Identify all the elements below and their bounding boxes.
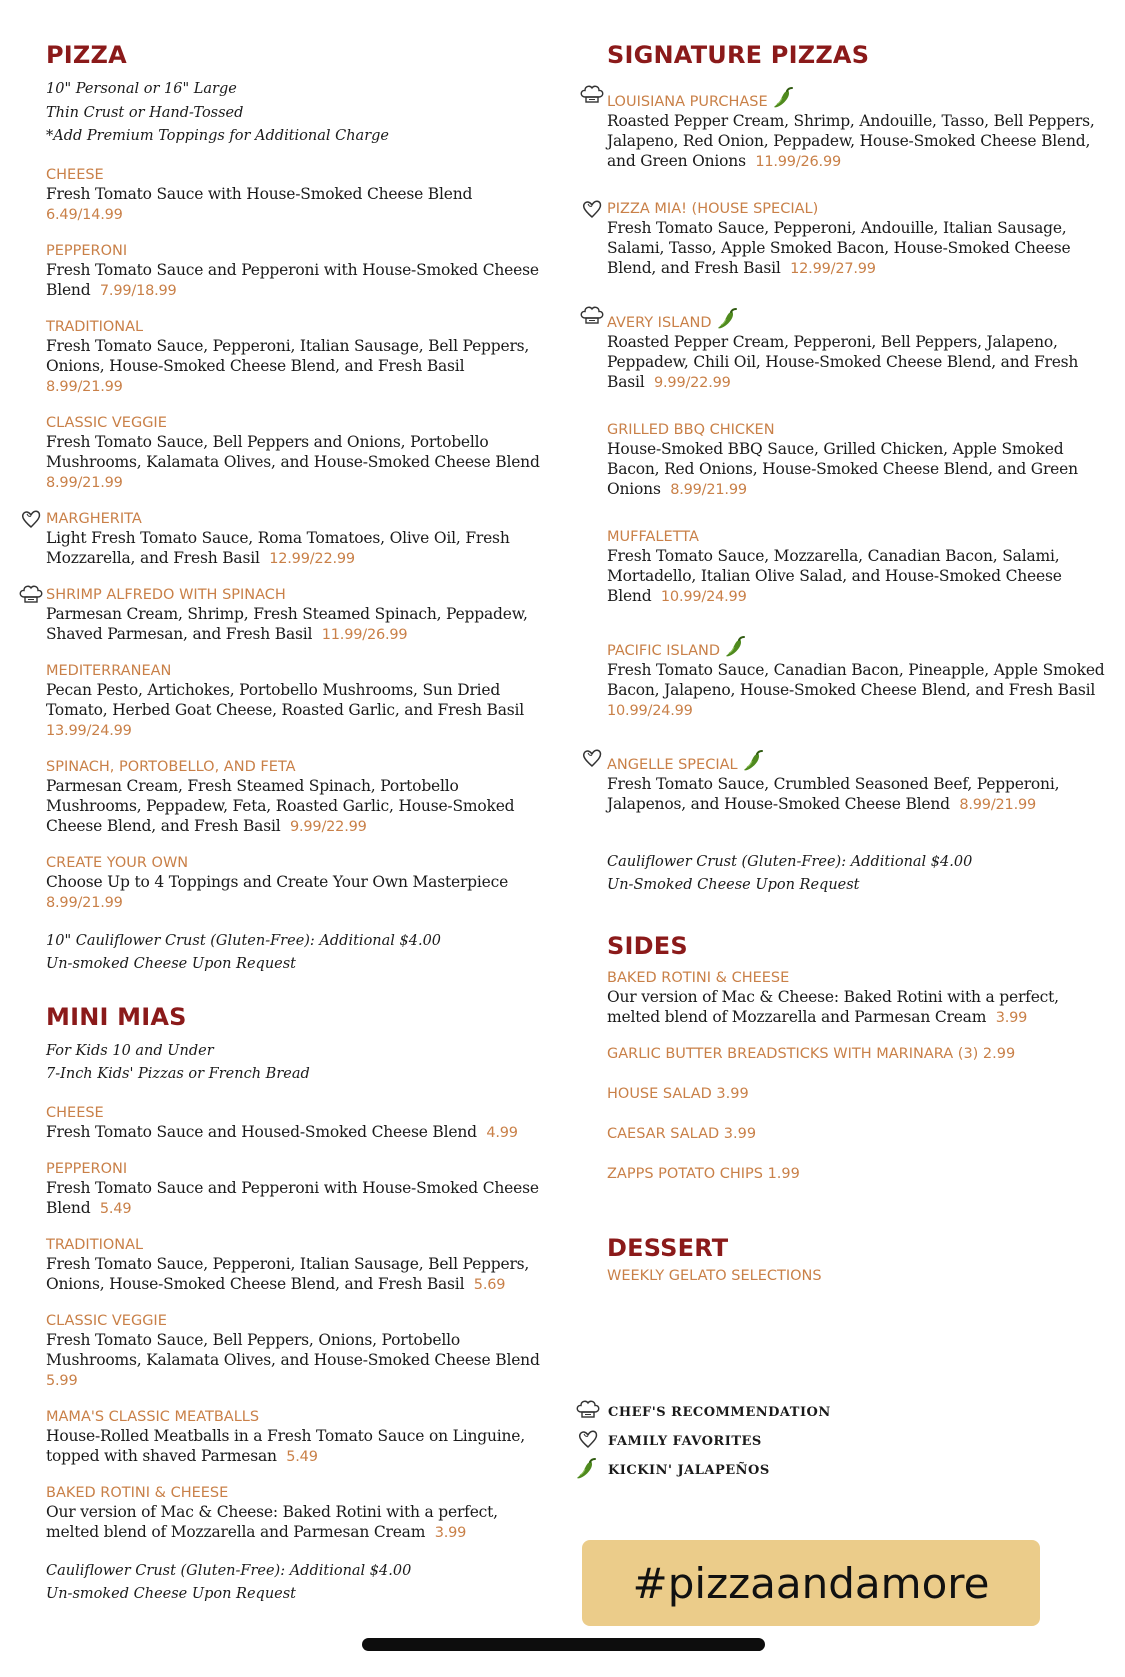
legend-family: [575, 1427, 831, 1456]
item-name: [46, 1312, 546, 1330]
item-description: [46, 872, 546, 913]
pizza-items: [46, 166, 546, 913]
item-desc-text: Our version of Mac & Cheese: Baked Rotini with a perfect, melted blend of Mozzarella and Parmesan Cream: [46, 1502, 498, 1541]
left-column: [46, 40, 546, 1606]
item-desc-text: Fresh Tomato Sauce, Pepperoni, Andouille, Italian Sausage, Salami, Tasso, Apple Smoked Bacon, House-Smoked Cheese Blend, and Fresh Basil: [607, 219, 1071, 277]
item-description: [46, 1330, 546, 1391]
menu-item: [46, 1104, 546, 1143]
item-name: [46, 414, 546, 432]
item-price: 8.99/21.99: [670, 482, 747, 498]
menu-item: [46, 510, 546, 569]
right-column: [607, 40, 1107, 1285]
chef-hat-icon: [579, 305, 605, 327]
menu-item: [46, 1312, 546, 1391]
chef-hat-icon: [575, 1399, 601, 1421]
item-description: [607, 660, 1107, 721]
item-name-text: CLASSIC VEGGIE: [46, 414, 167, 431]
pizza-section: [46, 40, 546, 976]
item-name: [607, 307, 1107, 332]
item-price: 12.99/22.99: [269, 550, 355, 567]
jalapeno-icon: [724, 635, 746, 659]
item-desc-text: Fresh Tomato Sauce with House-Smoked Cheese Blend: [46, 184, 473, 203]
item-desc-text: Pecan Pesto, Artichokes, Portobello Mushrooms, Sun Dried Tomato, Herbed Goat Cheese, Roasted Garlic, and Fresh Basil: [46, 680, 525, 719]
item-price: 11.99/26.99: [755, 154, 842, 170]
item-name-text: TRADITIONAL: [46, 1236, 144, 1253]
item-description: [46, 1254, 546, 1295]
item-desc-text: Fresh Tomato Sauce, Mozzarella, Canadian Bacon, Salami, Mortadello, Italian Olive Salad, and House-Smoked Cheese Blend: [607, 547, 1062, 605]
item-description: [607, 546, 1107, 607]
note-line: 10" Cauliflower Crust (Gluten-Free): Additional $4.00: [46, 932, 442, 949]
item-price: 5.99: [46, 1372, 78, 1389]
item-name-text: PIZZA MIA! (HOUSE SPECIAL): [607, 201, 819, 217]
section-title-signature: SIGNATURE PIZZAS: [607, 41, 870, 69]
legend-label: KICKIN' JALAPEÑOS: [608, 1463, 770, 1478]
legend: [575, 1398, 831, 1485]
item-price: 9.99/22.99: [289, 818, 367, 835]
item-description: [46, 1502, 546, 1543]
hashtag-banner: #pizzaandamore: [582, 1540, 1040, 1626]
menu-item: [607, 749, 1107, 815]
item-name-text: CREATE YOUR OWN: [46, 854, 189, 871]
item-desc-text: Parmesan Cream, Fresh Steamed Spinach, Portobello Mushrooms, Peppadew, Feta, Roasted Garlic, House-Smoked Cheese Blend, and Fresh Basil: [46, 776, 515, 835]
menu-item: [46, 414, 546, 493]
item-desc-text: Parmesan Cream, Shrimp, Fresh Steamed Spinach, Peppadew, Shaved Parmesan, and Fresh Basil: [46, 604, 528, 643]
note-line: Cauliflower Crust (Gluten-Free): Additional $4.00: [46, 1562, 412, 1579]
item-desc-text: Fresh Tomato Sauce, Bell Peppers, Onions, Portobello Mushrooms, Kalamata Olives, and House-Smoked Cheese Blend: [46, 1330, 540, 1369]
mini-items: [46, 1104, 546, 1543]
menu-item: [46, 854, 546, 913]
item-name: [46, 854, 546, 872]
item-price: 11.99/26.99: [321, 626, 408, 643]
item-desc-text: Fresh Tomato Sauce, Crumbled Seasoned Beef, Pepperoni, Jalapenos, and House-Smoked Cheese Blend: [607, 775, 1060, 813]
item-desc-text: Fresh Tomato Sauce and Pepperoni with House-Smoked Cheese Blend: [46, 260, 539, 299]
item-price: 8.99/21.99: [959, 797, 1037, 813]
item-price: 6.49/14.99: [46, 206, 123, 223]
item-name: [46, 318, 546, 336]
dessert-section: [607, 1233, 1107, 1285]
item-name-text: MAMA'S CLASSIC MEATBALLS: [46, 1408, 260, 1425]
item-desc-text: Fresh Tomato Sauce, Pepperoni, Italian Sausage, Bell Peppers, Onions, House-Smoked Cheese Blend, and Fresh Basil: [46, 336, 530, 375]
jalapeno-icon: [772, 86, 794, 110]
item-description: [46, 680, 546, 741]
side-item: CAESAR SALAD 3.99: [607, 1126, 757, 1142]
item-name-text: PEPPERONI: [46, 1160, 128, 1177]
item-price: 3.99: [434, 1524, 467, 1541]
item-name-text: ANGELLE SPECIAL: [607, 757, 738, 773]
item-name-text: PACIFIC ISLAND: [607, 643, 721, 659]
item-name: [46, 758, 546, 776]
item-name: [46, 242, 546, 260]
intro-line: Thin Crust or Hand-Tossed: [46, 104, 244, 121]
item-name-text: CHEESE: [46, 1104, 104, 1121]
menu-item: [46, 758, 546, 837]
section-title-dessert: DESSERT: [607, 1234, 729, 1262]
signature-items: [607, 86, 1107, 815]
item-price: 5.49: [99, 1200, 132, 1217]
note-line: Cauliflower Crust (Gluten-Free): Additional $4.00: [607, 854, 973, 870]
item-price: 3.99: [995, 1010, 1028, 1026]
legend-label: FAMILY FAVORITES: [608, 1434, 762, 1449]
item-description: [607, 332, 1107, 393]
jalapeno-icon: [575, 1457, 601, 1479]
mini-intro: [46, 1040, 546, 1087]
item-name: [46, 586, 546, 604]
item-desc-text: Fresh Tomato Sauce and Housed-Smoked Cheese Blend: [46, 1122, 477, 1141]
item-price: 7.99/18.99: [99, 282, 177, 299]
item-name: BAKED ROTINI & CHEESE: [607, 970, 790, 986]
menu-item: [607, 635, 1107, 721]
item-price: 5.69: [473, 1276, 506, 1293]
legend-chef: [575, 1398, 831, 1427]
sides-section: [607, 931, 1107, 1183]
item-name-text: MEDITERRANEAN: [46, 662, 172, 679]
section-title-mini-mias: MINI MIAS: [46, 1002, 187, 1031]
intro-line: *Add Premium Toppings for Additional Charge: [46, 128, 390, 144]
item-name: [46, 1408, 546, 1426]
menu-item: [607, 307, 1107, 393]
item-name: [607, 749, 1107, 774]
signature-section: [607, 40, 1107, 897]
heart-icon: [18, 508, 44, 530]
menu-item: [46, 318, 546, 397]
jalapeno-icon: [716, 307, 738, 331]
menu-item: [607, 200, 1107, 279]
item-name: [46, 166, 546, 184]
jalapeno-icon: [742, 749, 764, 773]
item-desc-text: Fresh Tomato Sauce, Pepperoni, Italian Sausage, Bell Peppers, Onions, House-Smoked Cheese Blend, and Fresh Basil: [46, 1254, 530, 1293]
item-name: [607, 421, 1107, 439]
item-description: [46, 604, 546, 645]
item-name-text: TRADITIONAL: [46, 318, 144, 335]
chef-hat-icon: [579, 84, 605, 106]
side-item: GARLIC BUTTER BREADSTICKS WITH MARINARA (3) 2.99: [607, 1046, 1016, 1062]
item-name-text: LOUISIANA PURCHASE: [607, 94, 768, 110]
menu-item: [46, 242, 546, 301]
item-name: [46, 662, 546, 680]
item-description: [607, 774, 1107, 815]
item-description: [46, 776, 546, 837]
item-price: 5.49: [286, 1448, 318, 1465]
item-description: [607, 111, 1107, 172]
intro-line: 10" Personal or 16" Large: [46, 81, 237, 97]
item-name-text: AVERY ISLAND: [607, 315, 712, 331]
item-name-text: SPINACH, PORTOBELLO, AND FETA: [46, 758, 296, 775]
menu-item: [46, 662, 546, 741]
menu-item: [607, 528, 1107, 607]
item-name-text: SHRIMP ALFREDO WITH SPINACH: [46, 586, 286, 603]
note-line: Un-smoked Cheese Upon Request: [46, 1585, 297, 1602]
item-price: 8.99/21.99: [46, 378, 123, 395]
item-desc-text: Fresh Tomato Sauce, Canadian Bacon, Pineapple, Apple Smoked Bacon, Jalapeno, House-Smoked Cheese Blend, and Fresh Basil: [607, 661, 1105, 699]
item-name: [607, 200, 1107, 218]
note-line: Un-Smoked Cheese Upon Request: [607, 877, 860, 893]
item-desc-text: House-Rolled Meatballs in a Fresh Tomato Sauce on Linguine, topped with shaved Parmesan: [46, 1426, 525, 1465]
item-name-text: BAKED ROTINI & CHEESE: [46, 1484, 229, 1501]
item-price: 4.99: [486, 1124, 518, 1141]
heart-icon: [579, 747, 605, 769]
intro-line: 7-Inch Kids' Pizzas or French Bread: [46, 1066, 310, 1082]
item-description: [607, 439, 1107, 500]
side-item: ZAPPS POTATO CHIPS 1.99: [607, 1166, 800, 1182]
home-indicator[interactable]: [362, 1638, 765, 1651]
section-title-pizza: PIZZA: [46, 41, 127, 69]
note-line: Un-smoked Cheese Upon Request: [46, 955, 297, 972]
menu-item: [46, 1236, 546, 1295]
menu-item: [46, 1160, 546, 1219]
item-name: [607, 635, 1107, 660]
intro-line: For Kids 10 and Under: [46, 1042, 214, 1059]
heart-icon: [575, 1428, 601, 1450]
item-description: [46, 1426, 546, 1467]
item-name-text: CLASSIC VEGGIE: [46, 1312, 167, 1329]
item-name-text: PEPPERONI: [46, 242, 128, 259]
menu-item: [46, 166, 546, 225]
pizza-intro: [46, 78, 546, 149]
item-price: 9.99/22.99: [653, 375, 731, 391]
item-name: [46, 1104, 546, 1122]
chef-hat-icon: [18, 584, 44, 606]
item-price: 10.99/24.99: [660, 589, 747, 605]
item-name: [46, 510, 546, 528]
item-description: [46, 1178, 546, 1219]
item-description: [46, 336, 546, 397]
item-price: 8.99/21.99: [46, 474, 123, 491]
heart-icon: [579, 198, 605, 220]
item-desc-text: Roasted Pepper Cream, Shrimp, Andouille, Tasso, Bell Peppers, Jalapeno, Red Onion, Peppadew, House-Smoked Cheese Blend, and Green Onions: [607, 112, 1095, 170]
item-price: 8.99/21.99: [46, 894, 123, 911]
pizza-note: [46, 930, 546, 976]
item-desc-text: Light Fresh Tomato Sauce, Roma Tomatoes, Olive Oil, Fresh Mozzarella, and Fresh Basil: [46, 528, 510, 567]
item-price: 10.99/24.99: [607, 703, 693, 719]
item-description: [607, 218, 1107, 279]
item-description: [46, 184, 546, 225]
signature-note: [607, 851, 1107, 897]
item-name-text: CHEESE: [46, 166, 104, 183]
item-desc-text: Roasted Pepper Cream, Pepperoni, Bell Peppers, Jalapeno, Peppadew, Chili Oil, House-Smoked Cheese Blend, and Fresh Basil: [607, 333, 1079, 391]
item-description: [46, 432, 546, 493]
item-description: [607, 987, 1107, 1028]
menu-item: [46, 586, 546, 645]
item-name: [46, 1484, 546, 1502]
item-name: [46, 1160, 546, 1178]
side-item: HOUSE SALAD 3.99: [607, 1086, 749, 1102]
legend-jalapeno: [575, 1456, 831, 1485]
item-name-text: GRILLED BBQ CHICKEN: [607, 422, 775, 438]
section-title-sides: SIDES: [607, 932, 688, 960]
item-price: 12.99/27.99: [790, 261, 876, 277]
item-desc-text: Fresh Tomato Sauce, Bell Peppers and Onions, Portobello Mushrooms, Kalamata Olives, and House-Smoked Cheese Blend: [46, 432, 540, 471]
dessert-item: WEEKLY GELATO SELECTIONS: [607, 1268, 822, 1284]
item-desc-text: Choose Up to 4 Toppings and Create Your Own Masterpiece: [46, 872, 509, 891]
menu-item: [46, 1484, 546, 1543]
item-price: 13.99/24.99: [46, 722, 132, 739]
item-description: [46, 1122, 546, 1143]
mini-note: [46, 1560, 546, 1606]
item-name: [46, 1236, 546, 1254]
item-description: [46, 260, 546, 301]
menu-item: [607, 86, 1107, 172]
legend-label: CHEF'S RECOMMENDATION: [608, 1405, 831, 1420]
item-name-text: MUFFALETTA: [607, 529, 699, 545]
item-name: [607, 528, 1107, 546]
item-desc-text: Our version of Mac & Cheese: Baked Rotini with a perfect, melted blend of Mozzarella and Parmesan Cream: [607, 988, 1059, 1026]
menu-item: [46, 1408, 546, 1467]
item-desc-text: House-Smoked BBQ Sauce, Grilled Chicken, Apple Smoked Bacon, Red Onions, House-Smoked Cheese Blend, and Green Onions: [607, 440, 1078, 498]
item-desc-text: Fresh Tomato Sauce and Pepperoni with House-Smoked Cheese Blend: [46, 1178, 539, 1217]
menu-item: [607, 969, 1107, 1028]
item-description: [46, 528, 546, 569]
mini-mias-section: [46, 1002, 546, 1606]
item-name-text: MARGHERITA: [46, 510, 142, 527]
menu-item: [607, 421, 1107, 500]
item-name: [607, 86, 1107, 111]
